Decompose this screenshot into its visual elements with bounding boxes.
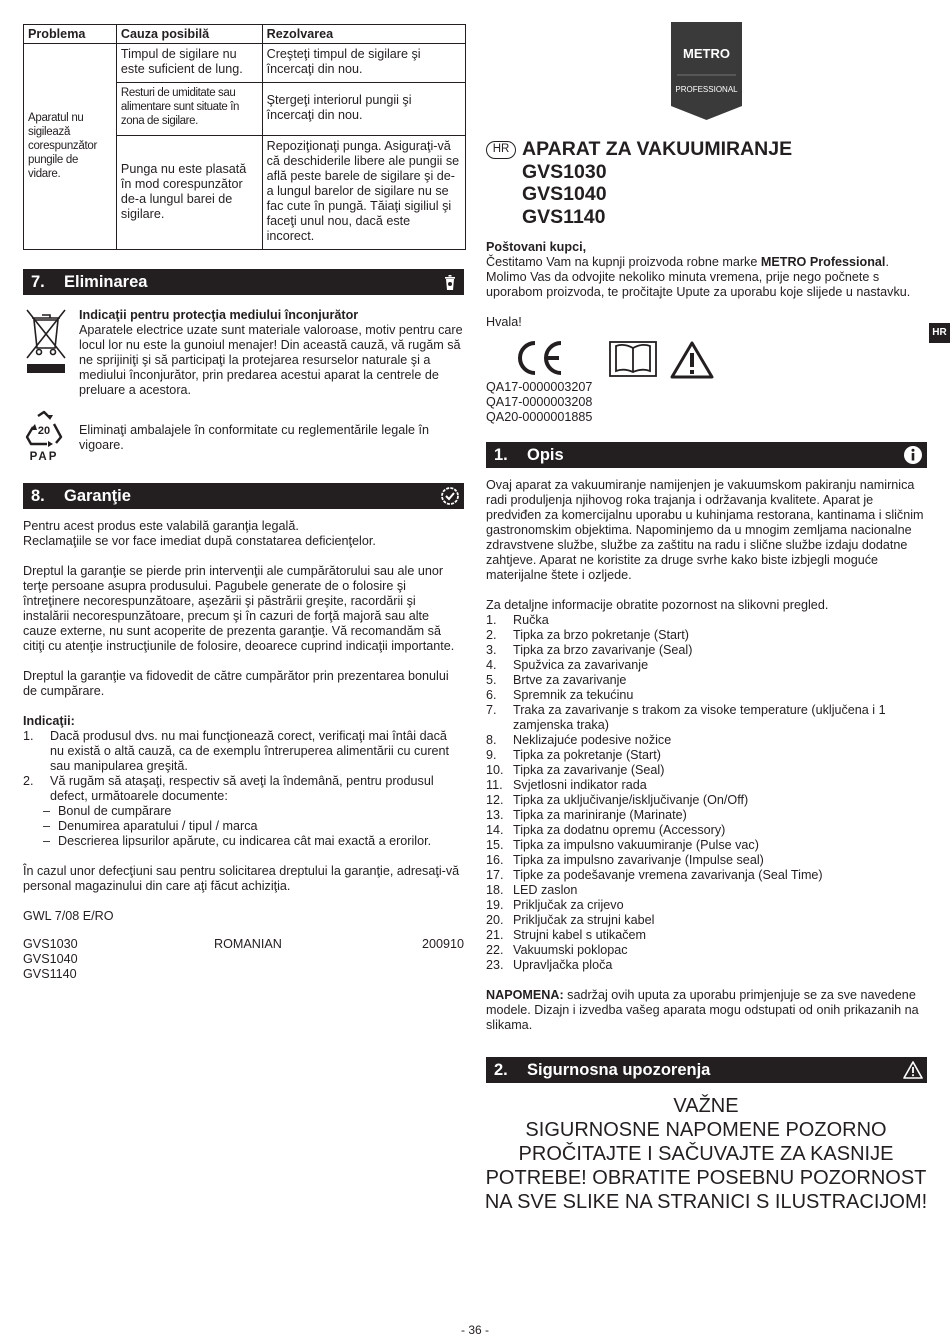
product-title: [486, 138, 926, 228]
note-label: NAPOMENA:: [486, 988, 564, 1002]
ce-mark-icon: [513, 339, 565, 377]
documents-list: [23, 804, 464, 849]
item-number: 11.: [486, 778, 503, 792]
important-line: SIGURNOSNE NAPOMENE POZORNO: [525, 1119, 887, 1141]
list-item: [486, 958, 927, 973]
language-side-tab: HR: [929, 323, 950, 343]
logo-sub: PROFESSIONAL: [675, 85, 738, 94]
list-item: [486, 838, 927, 853]
metro-professional-logo: [671, 22, 742, 120]
item-number: 5.: [486, 673, 497, 687]
warranty-p4: În cazul unor defecţiuni sau pentru solicitarea dreptului la garanţie, adresaţi-vă personal magazinului din care aţi făcut achiziţia.: [23, 864, 460, 893]
list-item: [486, 808, 927, 823]
item-text: Neklizajuće podesive nožice: [513, 733, 672, 747]
table-header: Problema: [24, 25, 117, 44]
logo-brand: METRO: [683, 46, 730, 61]
language-label: ROMANIAN: [214, 937, 282, 951]
item-number: 1.: [23, 729, 34, 743]
qa-codes: [486, 380, 686, 425]
recycle-code: PAP: [29, 451, 59, 463]
qa-code: QA20-0000001885: [486, 410, 593, 424]
section-number: 8.: [31, 487, 45, 505]
list-item: [486, 628, 927, 643]
item-text: Tipke za podešavanje vremena zavarivanja (Seal Time): [513, 868, 823, 882]
page-number: - 36 -: [460, 1323, 489, 1337]
language-badge: HR: [486, 141, 516, 159]
list-item: [486, 823, 927, 838]
item-text: Priključak za crijevo: [513, 898, 624, 912]
item-number: 14.: [486, 823, 504, 837]
table-cell-solution: Creşteţi timpul de sigilare şi încercaţi din nou.: [262, 44, 465, 83]
date-code: 200910: [421, 937, 464, 951]
warranty-p1b: Reclamaţiile se vor face imediat după constatarea deficienţelor.: [23, 534, 376, 548]
warning-icon: [903, 1060, 923, 1080]
table-row: [24, 44, 466, 83]
warranty-seal-icon: [440, 486, 460, 506]
table-cell-problem: Aparatul nu sigilează corespunzător pungile de vidare.: [24, 44, 117, 250]
warranty-p3: Dreptul la garanţie va fidovedit de către cumpărător prin prezentarea bonului de cumpărare.: [23, 669, 449, 698]
item-number: 4.: [486, 658, 497, 672]
intro-line1: [486, 255, 927, 270]
intro-text: Čestitamo Vam na kupnji proizvoda robne marke: [486, 255, 761, 269]
list-item: – Denumirea aparatului / tipul / marca: [23, 819, 464, 834]
item-number: 1.: [486, 613, 497, 627]
item-number: 22.: [486, 943, 504, 957]
table-cell-solution: Repoziţionaţi punga. Asiguraţi-vă că deschiderile libere ale pungii se află peste barele de sigilare şi de-a lungul barelor de sigilare nu se fac cute în pungă. Tăiaţi sigiliul şi faceţi unul nou, dacă este incorect.: [262, 136, 465, 250]
model-name: GVS1140: [522, 205, 606, 228]
item-number: 9.: [486, 748, 497, 762]
table-cell-cause: Timpul de sigilare nu este suficient de lung.: [116, 44, 262, 83]
note: [486, 988, 927, 1033]
item-text: Tipka za brzo pokretanje (Start): [513, 628, 689, 642]
list-item: [486, 703, 927, 733]
item-text: Dacă produsul dvs. nu mai funcţionează corect, verificaţi mai întâi dacă nu există o altă cauză, ca de exemplu întreruperea alimentării cu curent sau manipularea greşită.: [50, 729, 450, 773]
section-1-header: [486, 442, 927, 468]
item-text: Traka za zavarivanje s trakom za visoke temperature (uključena i 1 zamjenska traka): [513, 703, 886, 732]
model-name: GVS1040: [522, 183, 607, 205]
section-number: 2.: [494, 1061, 508, 1079]
info-icon: [903, 445, 923, 465]
list-item: [486, 943, 927, 958]
item-number: 18.: [486, 883, 504, 897]
recycle-number: 20: [37, 425, 51, 437]
list-item: [486, 793, 927, 808]
intro-rest: Molimo Vas da odvojite nekoliko minuta vremena, prije nego počnete s uporabom proizvoda, te pročitajte Upute za uporabu koje slijede u nastavku.: [486, 270, 911, 299]
parts-intro: Za detaljne informacije obratite pozornost na slikovni pregled.: [486, 598, 829, 612]
environment-heading: Indicaţii pentru protecţia mediului înconjurător: [79, 308, 359, 322]
list-item: [486, 733, 927, 748]
list-item: [486, 868, 927, 883]
model-name: GVS1030: [522, 160, 607, 183]
model-name: GVS1040: [23, 952, 78, 966]
list-item: – Bonul de cumpărare: [23, 804, 464, 819]
section-title: Sigurnosna upozorenja: [527, 1061, 711, 1079]
logo-shield-icon: [671, 22, 742, 120]
note-text: sadržaj ovih uputa za uporabu primjenjuje se za sve navedene modele. Dizajn i izvedba vašeg aparata mogu odstupati od onih prikazanih na slikama.: [486, 988, 919, 1032]
item-text: Tipka za impulsno vakuumiranje (Pulse vac): [513, 838, 759, 852]
section-title: Eliminarea: [64, 273, 148, 291]
recycle-bin-icon: [440, 272, 460, 292]
indications-list: [23, 729, 464, 804]
item-text: Ručka: [513, 613, 549, 627]
item-number: 7.: [486, 703, 497, 717]
item-number: 2.: [486, 628, 497, 642]
item-number: 21.: [486, 928, 504, 942]
footer-models: [23, 937, 464, 985]
section-number: 1.: [494, 446, 508, 464]
warranty-body: [23, 519, 464, 924]
manual-book-icon: [608, 340, 658, 378]
important-line: NA SVE SLIKE NA STRANICI S ILUSTRACIJOM!: [484, 1191, 928, 1213]
list-item: [486, 898, 927, 913]
list-item: [486, 613, 927, 628]
table-header-row: [24, 25, 466, 44]
list-item: [486, 643, 927, 658]
important-line: PROČITAJTE I SAČUVAJTE ZA KASNIJE: [518, 1143, 894, 1165]
section-number: 7.: [31, 273, 45, 291]
item-number: 19.: [486, 898, 504, 912]
item-text: Vă rugăm să ataşaţi, respectiv să aveţi la îndemână, pentru produsul defect, următoarele documente:: [50, 774, 434, 803]
list-item: [486, 748, 927, 763]
item-text: Tipka za uključivanje/isključivanje (On/Off): [513, 793, 749, 807]
intro: [486, 240, 927, 330]
warranty-p2: Dreptul la garanţie se pierde prin intervenţii ale cumpărătorului sau ale unor terţe persoane asupra produsului. Pagubele generate de o folosire şi întreţinere necorespunzătoare, aşezării şi păstrării greşite, racordării şi instalării necorespunzătoare, precum şi în cazuri de forţă majoră sau alte cauze externe, nu sunt acoperite de prezenta garanţie. Vă recomandăm să citiţi cu atenţie instrucţiunile de folosire, deoarece cuprind indicaţii importante.: [23, 564, 455, 653]
important-line: VAŽNE: [673, 1095, 739, 1117]
item-number: 13.: [486, 808, 504, 822]
qa-code: QA17-0000003207: [486, 380, 593, 394]
weee-crossed-bin-icon: [23, 306, 69, 376]
list-item: – Descrierea lipsurilor apărute, cu indicarea cât mai exactă a erorilor.: [23, 834, 464, 849]
document-code: GWL 7/08 E/RO: [23, 909, 114, 923]
product-title-line: APARAT ZA VAKUUMIRANJE: [522, 138, 793, 160]
warranty-p1: Pentru acest produs este valabilă garanţia legală.: [23, 519, 299, 533]
intro-text: .: [885, 255, 889, 269]
recycle-symbol: [23, 410, 65, 464]
item-text: Strujni kabel s utikačem: [513, 928, 646, 942]
item-text: Spremnik za tekućinu: [513, 688, 634, 702]
item-text: Brtve za zavarivanje: [513, 673, 627, 687]
item-text: Priključak za strujni kabel: [513, 913, 655, 927]
list-item: [486, 658, 927, 673]
item-number: 23.: [486, 958, 504, 972]
important-line: POTREBE! OBRATITE POSEBNU POZORNOST: [485, 1167, 927, 1189]
item-text: Tipka za zavarivanje (Seal): [513, 763, 665, 777]
table-header: Cauza posibilă: [116, 25, 262, 44]
list-item: [486, 673, 927, 688]
table-cell-cause: Punga nu este plasată în mod corespunzător de-a lungul barei de sigilare.: [116, 136, 262, 250]
table-cell-solution: Ştergeţi interiorul pungii şi încercaţi din nou.: [262, 83, 465, 136]
item-text: Tipka za pokretanje (Start): [513, 748, 661, 762]
item-text: Spužvica za zavarivanje: [513, 658, 649, 672]
table-cell-cause: Resturi de umiditate sau alimentare sunt situate în zona de sigilare.: [116, 83, 262, 136]
indications-label: Indicaţii:: [23, 714, 75, 728]
item-number: 8.: [486, 733, 497, 747]
item-text: Svjetlosni indikator rada: [513, 778, 647, 792]
thanks: Hvala!: [486, 315, 522, 329]
list-item: [486, 913, 927, 928]
item-text: Vakuumski poklopac: [513, 943, 628, 957]
important-notice: [481, 1094, 931, 1214]
item-number: 20.: [486, 913, 504, 927]
brand-name: METRO Professional: [760, 255, 886, 269]
section-title: Opis: [527, 446, 564, 464]
item-number: 3.: [486, 643, 497, 657]
item-text: Tipka za impulsno zavarivanje (Impulse seal): [513, 853, 764, 867]
packaging-text: Eliminaţi ambalajele în conformitate cu reglementările legale în vigoare.: [79, 423, 430, 452]
qa-code: QA17-0000003208: [486, 395, 593, 409]
warning-triangle-icon: [669, 340, 715, 380]
list-item: [486, 853, 927, 868]
item-text: Tipka za brzo zavarivanje (Seal): [513, 643, 693, 657]
model-name: GVS1140: [23, 967, 77, 981]
list-item: [486, 778, 927, 793]
item-text: Tipka za dodatnu opremu (Accessory): [513, 823, 726, 837]
section-8-header: [23, 483, 464, 509]
list-item: [486, 688, 927, 703]
ce-mark: [513, 339, 565, 377]
item-number: 12.: [486, 793, 504, 807]
table-header: Rezolvarea: [262, 25, 465, 44]
item-text: Tipka za mariniranje (Marinate): [513, 808, 687, 822]
description-paragraph: Ovaj aparat za vakuumiranje namijenjen je vakuumskom pakiranju namirnica radi produljenja njihovog roka trajanja i održavanja kvalitete. Aparat je predviđen za komercijalnu uporabu u kuhinjama restorana, kantinama i sličnim gastronomskim objektima. Napominjemo da u mnogim zemljama nacionalne zdravstvene službe, službe za zaštitu na radu i slične službe izdaju dodatne zahtjeve. Aparat ne koristite za druge svrhe kako biste izbjegli moguće materijalne štete i ozljede.: [486, 478, 924, 582]
parts-list: [486, 613, 927, 973]
environment-notice: [79, 308, 464, 398]
greeting: Poštovani kupci,: [486, 240, 587, 254]
list-item: [23, 729, 464, 774]
section-2-header: [486, 1057, 927, 1083]
troubleshooting-table: [23, 24, 466, 250]
item-number: 2.: [23, 774, 34, 788]
environment-text: Aparatele electrice uzate sunt materiale valoroase, motiv pentru care locul lor nu este la gunoiul menajer! Din această cauză, vă rugăm să ne sprijiniţi şi să participaţi la protejarea resurselor naturale şi a mediului înconjurător, prin predarea acestui aparat la centrele de preluare a acestora.: [79, 323, 463, 397]
section-7-header: [23, 269, 464, 295]
model-name: GVS1030: [23, 937, 78, 951]
item-number: 17.: [486, 868, 504, 882]
item-text: LED zaslon: [513, 883, 578, 897]
list-item: [23, 774, 464, 804]
item-number: 10.: [486, 763, 504, 777]
description-body: [486, 478, 927, 1033]
item-number: 15.: [486, 838, 504, 852]
list-item: [486, 928, 927, 943]
item-text: Upravljačka ploča: [513, 958, 613, 972]
item-number: 6.: [486, 688, 497, 702]
item-number: 16.: [486, 853, 504, 867]
list-item: [486, 883, 927, 898]
section-title: Garanţie: [64, 487, 131, 505]
list-item: [486, 763, 927, 778]
